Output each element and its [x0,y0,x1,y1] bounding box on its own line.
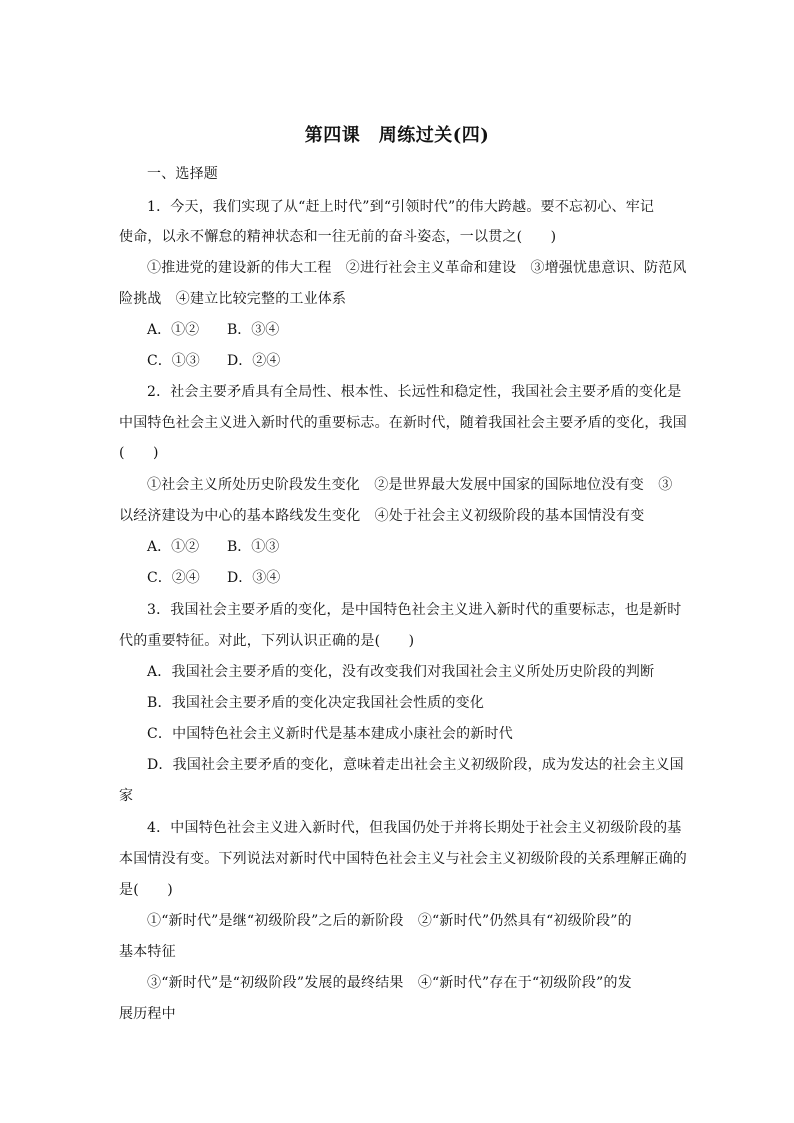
question-2-stem-line-2: 中国特色社会主义进入新时代的重要标志。在新时代，随着我国社会主要矛盾的变化，我国 [119,415,687,431]
option-a: A．①② [147,539,200,555]
option-d: D．③④ [227,570,281,586]
question-4-stem-line-1: 4．中国特色社会主义进入新时代，但我国仍处于并将长期处于社会主义初级阶段的基 [147,820,682,836]
question-2-item-line-2: 以经济建设为中心的基本路线发生变化 ④处于社会主义初级阶段的基本国情没有变 [119,508,645,524]
option-d: D．②④ [227,353,281,369]
question-4-item-line-4: 展历程中 [119,1006,176,1022]
section-heading: 一、选择题 [147,166,218,182]
question-4-item-line-2: 基本特征 [119,944,176,960]
question-2-stem-line-3: ( ) [119,445,159,461]
question-1-item-line-1: ①推进党的建设新的伟大工程 ②进行社会主义革命和建设 ③增强忧患意识、防范风 [147,260,687,276]
option-a: A．①② [147,322,200,338]
question-2-options-row-1 [147,537,279,557]
question-1-options-row-1 [147,320,279,340]
question-1-options-row-2 [147,351,280,371]
question-4-stem-line-3: 是( ) [119,882,173,898]
question-1-stem-line-2: 使命，以永不懈怠的精神状态和一往无前的奋斗姿态，一以贯之( ) [119,229,557,245]
question-3-stem-line-2: 代的重要特征。对此，下列认识正确的是( ) [119,633,415,649]
question-1-stem-line-1: 1．今天，我们实现了从“赶上时代”到“引领时代”的伟大跨越。要不忘初心、牢记 [147,199,655,215]
question-1-item-line-2: 险挑战 ④建立比较完整的工业体系 [119,291,347,307]
option-c: C．①③ [147,353,200,369]
question-3-choice-c: C．中国特色社会主义新时代是基本建成小康社会的新时代 [147,726,513,742]
question-3-choice-d-line-2: 家 [119,788,134,804]
question-2-item-line-1: ①社会主义所处历史阶段发生变化 ②是世界最大发展中国家的国际地位没有变 ③ [147,477,673,493]
option-c: C．②④ [147,570,200,586]
option-b: B．①③ [227,539,280,555]
page-title: 第四课 周练过关(四) [304,125,490,146]
question-4-stem-line-2: 本国情没有变。下列说法对新时代中国特色社会主义与社会主义初级阶段的关系理解正确的 [119,851,687,867]
question-3-choice-d-line-1: D．我国社会主要矛盾的变化，意味着走出社会主义初级阶段，成为发达的社会主义国 [147,757,684,773]
question-3-choice-a: A．我国社会主要矛盾的变化，没有改变我们对我国社会主义所处历史阶段的判断 [147,664,655,680]
question-3-choice-b: B．我国社会主要矛盾的变化决定我国社会性质的变化 [147,695,485,711]
option-b: B．③④ [227,322,280,338]
question-4-item-line-1: ①“新时代”是继“初级阶段”之后的新阶段 ②“新时代”仍然具有“初级阶段”的 [147,913,632,929]
question-2-options-row-2 [147,568,280,588]
question-2-stem-line-1: 2．社会主要矛盾具有全局性、根本性、长远性和稳定性，我国社会主要矛盾的变化是 [147,384,682,400]
question-4-item-line-3: ③“新时代”是“初级阶段”发展的最终结果 ④“新时代”存在于“初级阶段”的发 [147,975,632,991]
question-3-stem-line-1: 3．我国社会主要矛盾的变化，是中国特色社会主义进入新时代的重要标志，也是新时 [147,602,682,618]
